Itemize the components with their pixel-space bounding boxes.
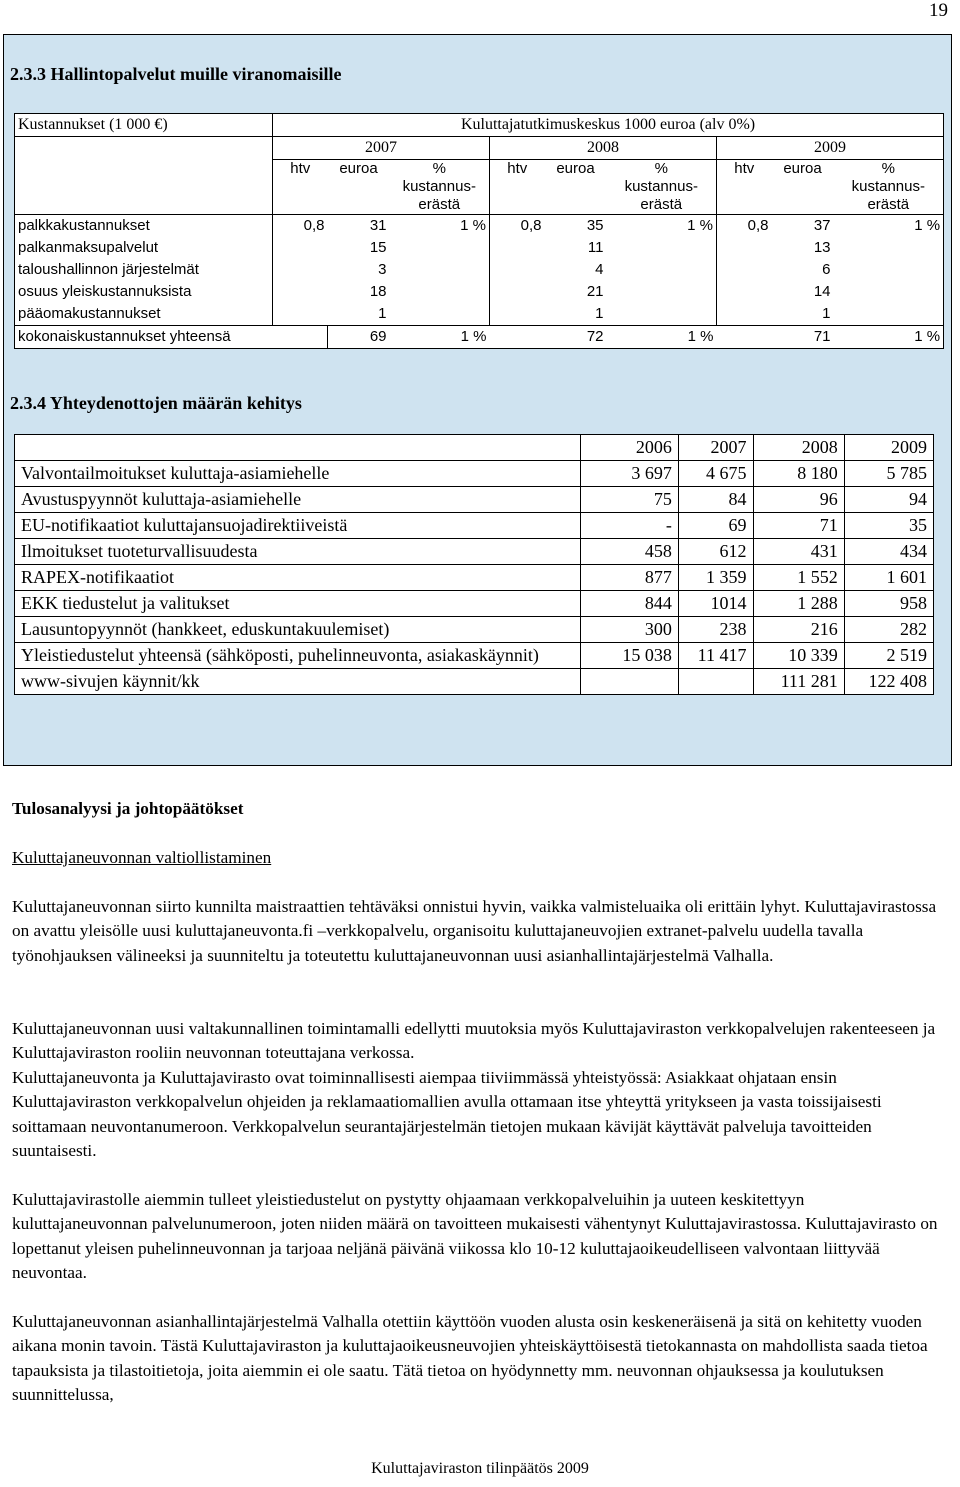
cost-row-label: palkkakustannukset [15,215,273,238]
contacts-cell: 844 [581,591,679,617]
col-pct: % kustannus- erästä [834,160,944,215]
contacts-row [15,617,934,643]
contacts-cell: 1 288 [753,591,844,617]
cost-total-cell: 72 [545,326,607,349]
cost-row [15,215,944,238]
contacts-cell: 2 519 [844,643,933,669]
cost-total-cell [717,326,772,349]
contacts-row [15,565,934,591]
cost-cell: 1 [822,305,831,322]
contacts-cell: 958 [844,591,933,617]
cost-cell [834,281,944,303]
year-header-2009: 2009 [717,137,944,160]
cost-cell [490,281,545,303]
cost-cell [390,259,490,281]
col-euroa: euroa [772,160,834,215]
cost-cell: 15 [369,239,387,256]
contacts-cell: 122 408 [844,669,933,695]
col-euroa: euroa [545,160,607,215]
year-header-2009: 2009 [844,435,933,461]
year-header-2007: 2007 [678,435,753,461]
contacts-cell: 94 [844,487,933,513]
col-pct: % kustannus- erästä [390,160,490,215]
cost-cell [607,303,717,326]
cost-cell [717,303,772,326]
contacts-cell [581,669,679,695]
cost-total-cell: 69 [328,326,390,349]
cost-total-label: kokonaiskustannukset yhteensä [15,326,328,349]
contacts-row-label: Ilmoitukset tuoteturvallisuudesta [15,539,581,565]
cost-cell [717,237,772,259]
cost-cell: 35 [586,217,604,234]
cost-cell [717,259,772,281]
contacts-table [14,434,934,695]
contacts-cell: 1014 [678,591,753,617]
cost-cell: 1 [595,305,604,322]
contacts-cell: 10 339 [753,643,844,669]
contacts-cell: 1 552 [753,565,844,591]
cost-row [15,259,944,281]
contacts-row [15,513,934,539]
cost-cell: 21 [586,283,604,300]
cost-cell: 3 [378,261,387,278]
paragraph-1: Kuluttajaneuvonnan siirto kunnilta maistraattien tehtäväksi onnistui hyvin, vaikka valmisteluaika oli erittäin lyhyt. Kuluttajavirastossa on avattu yleisölle uusi kuluttajaneuvonta.fi –verkkopalvelu, organisoitu kuluttajaneuvojien extranet-palvelu uudella tavalla työnohjauksen välineeksi ja suunniteltu ja toteutettu kuluttajaneuvonnan uusi asianhallintajärjestelmä Valhalla. [12,897,937,965]
cost-cell: 13 [813,239,831,256]
contacts-row-label: RAPEX-notifikaatiot [15,565,581,591]
year-header-2008: 2008 [753,435,844,461]
contacts-row [15,487,934,513]
cost-cell: 0,8 [273,215,328,238]
cost-total-cell: 1 % [834,326,944,349]
contacts-row-label: Yleistiedustelut yhteensä (sähköposti, puhelinneuvonta, asiakaskäynnit) [15,643,581,669]
contacts-cell: 96 [753,487,844,513]
contacts-cell: 300 [581,617,679,643]
contacts-cell [678,669,753,695]
cost-row-label: taloushallinnon järjestelmät [15,259,273,281]
col-htv: htv [717,160,772,215]
cost-row-label: pääomakustannukset [15,303,273,326]
contacts-cell: - [581,513,679,539]
cost-row-label: osuus yleiskustannuksista [15,281,273,303]
cost-cell: 1 % [607,215,717,238]
subheading: Kuluttajaneuvonnan valtiollistaminen [12,848,272,867]
cost-corner-label: Kustannukset (1 000 €) [15,114,273,137]
cost-total-cell: 1 % [607,326,717,349]
cost-cell [273,237,328,259]
cost-cell: 1 % [834,215,944,238]
cost-cell: 6 [822,261,831,278]
cost-cell [390,281,490,303]
col-pct: % kustannus- erästä [607,160,717,215]
contacts-cell: 4 675 [678,461,753,487]
paragraph-4: Kuluttajavirastolle aiemmin tulleet yleistiedustelut on pystytty ohjaamaan verkkopalveluihin ja uuteen keskitettyyn kuluttajaneuvonnan palvelunumeroon, joten niiden määrä on tavoitteen mukaisesti vähentynyt Kuluttajavirastossa. Kuluttajavirasto on lopettanut yleisen puhelinneuvonnan ja tarjoaa neljänä päivänä viikossa klo 10-12 kuluttajaoikeudelliseen valvontaan liittyvää neuvontaa. [12,1190,938,1283]
cost-cell [834,259,944,281]
cost-cell: 0,8 [520,217,542,234]
cost-total-cell: 71 [772,326,834,349]
cost-cell [273,259,328,281]
contacts-cell: 69 [678,513,753,539]
cost-total-cell [490,326,545,349]
cost-total-row [15,326,944,349]
contacts-row [15,669,934,695]
cost-cell [490,259,545,281]
cost-row [15,237,944,259]
contacts-cell: 75 [581,487,679,513]
cost-cell [390,303,490,326]
cost-cell [607,281,717,303]
contacts-row-label: www-sivujen käynnit/kk [15,669,581,695]
contacts-row [15,643,934,669]
year-header-2006: 2006 [581,435,679,461]
cost-cell: 31 [369,217,387,234]
col-htv: htv [490,160,545,215]
contacts-cell: 35 [844,513,933,539]
cost-cell [490,237,545,259]
contacts-cell: 431 [753,539,844,565]
page-number: 19 [929,0,948,21]
contacts-cell: 84 [678,487,753,513]
contacts-cell: 282 [844,617,933,643]
contacts-row [15,461,934,487]
paragraph-3: Kuluttajaneuvonta ja Kuluttajavirasto ovat toiminnallisesti aiempaa tiiviimmässä yhteistyössä: Asiakkaat ohjataan ensin Kuluttajaviraston verkkopalvelun ohjeiden ja reklamaatiomallien avulla ottamaan itse yhteyttä yritykseen ja vasta toissijaisesti soittamaan neuvontanumeroon. Verkkopalvelun seurantajärjestelmän tietojen mukaan kävijät käyttävät palveluja tavoitteiden suuntaisesti. [12,1068,882,1161]
contacts-corner [15,435,581,461]
contacts-row-label: Avustuspyynnöt kuluttaja-asiamiehelle [15,487,581,513]
contacts-row [15,539,934,565]
contacts-cell: 216 [753,617,844,643]
cost-cell [490,303,545,326]
cost-row-label: palkanmaksupalvelut [15,237,273,259]
cost-cell: 1 [378,305,387,322]
cost-total-cell: 1 % [390,326,490,349]
contacts-row [15,591,934,617]
contacts-row-label: Valvontailmoitukset kuluttaja-asiamiehelle [15,461,581,487]
year-header-2008: 2008 [490,137,717,160]
cost-cell [390,237,490,259]
cost-cell: 11 [587,239,604,256]
cost-cell [273,281,328,303]
analysis-heading: Tulosanalyysi ja johtopäätökset [12,799,244,818]
cost-cell: 37 [813,217,831,234]
col-euroa: euroa [328,160,390,215]
year-header-2007: 2007 [273,137,490,160]
contacts-cell: 877 [581,565,679,591]
paragraph-2: Kuluttajaneuvonnan uusi valtakunnallinen toimintamalli edellytti muutoksia myös Kuluttajaviraston verkkopalvelujen rakenteeseen ja Kuluttajaviraston rooliin neuvonnan toteuttajana verkossa. [12,1019,936,1063]
cost-cell: 0,8 [747,217,769,234]
contacts-cell: 5 785 [844,461,933,487]
contacts-row-label: EKK tiedustelut ja valitukset [15,591,581,617]
contacts-title: 2.3.4 Yhteydenottojen määrän kehitys [10,393,302,413]
paragraph-5: Kuluttajaneuvonnan asianhallintajärjestelmä Valhalla otettiin käyttöön vuoden alusta osin keskeneräisenä ja sitä on kehitetty vuoden aikana monin tavoin. Tästä Kuluttajaviraston ja kuluttajaoikeusneuvojien yhteiskäyttöisestä tietokannasta on mahdollista saada tietoa tapauksista ja tilastoitietoja, joita aiemmin ei ole saatu. Tätä tietoa on hyödynnetty mm. neuvonnan ohjauksessa ja koulutuksen suunnittelussa, [12,1312,928,1405]
contacts-cell: 1 359 [678,565,753,591]
cost-row [15,281,944,303]
cost-cell [273,303,328,326]
cost-org-header: Kuluttajatutkimuskeskus 1000 euroa (alv 0%) [273,114,944,137]
col-htv: htv [273,160,328,215]
contacts-row-label: Lausuntopyynnöt (hankkeet, eduskuntakuulemiset) [15,617,581,643]
contacts-cell: 612 [678,539,753,565]
contacts-cell: 434 [844,539,933,565]
cost-cell: 4 [595,261,604,278]
contacts-cell: 71 [753,513,844,539]
cost-cell [607,237,717,259]
cost-cell: 14 [813,283,831,300]
contacts-row-label: EU-notifikaatiot kuluttajansuojadirektiiveistä [15,513,581,539]
contacts-cell: 111 281 [753,669,844,695]
contacts-cell: 15 038 [581,643,679,669]
cost-cell: 18 [369,283,387,300]
cost-cell [834,237,944,259]
contacts-cell: 8 180 [753,461,844,487]
cost-cell: 1 % [390,215,490,238]
contacts-cell: 3 697 [581,461,679,487]
contacts-cell: 11 417 [678,643,753,669]
cost-table [14,113,944,349]
cost-cell [717,281,772,303]
cost-cell [834,303,944,326]
page-footer: Kuluttajaviraston tilinpäätös 2009 [371,1460,589,1477]
section-title: 2.3.3 Hallintopalvelut muille viranomaisille [10,64,342,84]
contacts-cell: 458 [581,539,679,565]
contacts-cell: 238 [678,617,753,643]
cost-row [15,303,944,326]
cost-cell [607,259,717,281]
contacts-cell: 1 601 [844,565,933,591]
